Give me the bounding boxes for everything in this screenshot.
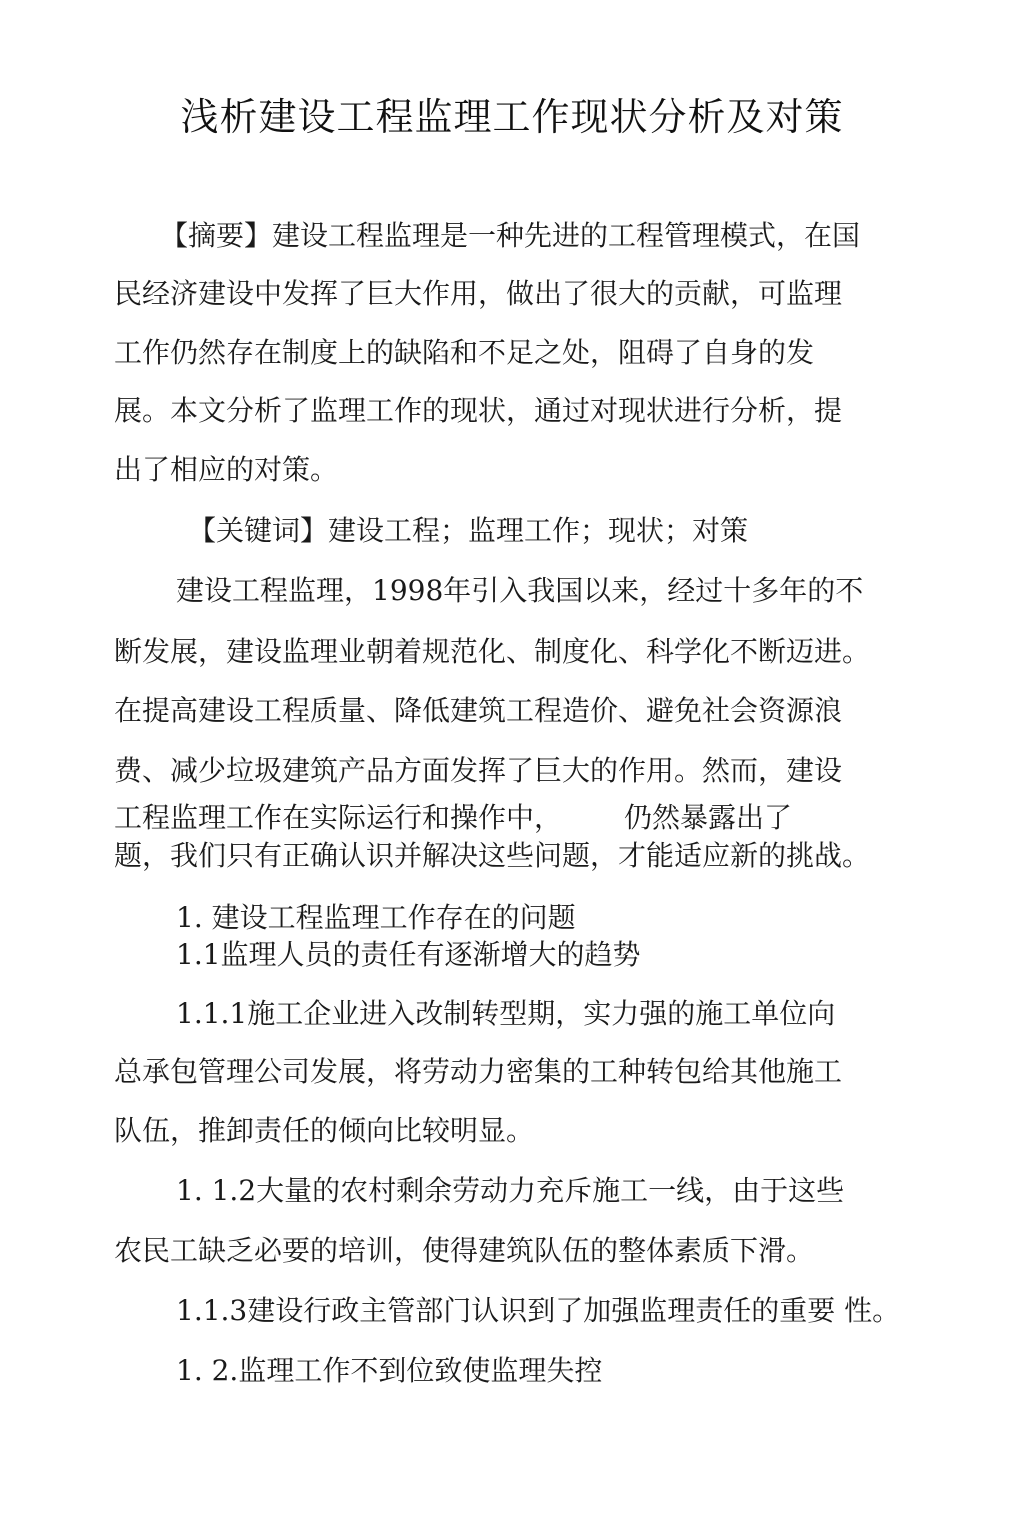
- keywords-line: 【关键词】建设工程；监理工作；现状；对策: [188, 514, 749, 547]
- abstract-line-5: 出了相应的对策。: [114, 453, 339, 486]
- abstract-line-3: 工作仍然存在制度上的缺陷和不足之处，阻碍了自身的发: [114, 336, 815, 369]
- item-1-1-1-line-3: 队伍，推卸责任的倾向比较明显。: [114, 1114, 535, 1147]
- abstract-line-1: 【摘要】建设工程监理是一种先进的工程管理模式，在国: [160, 219, 861, 252]
- intro-line-6: 题，我们只有正确认识并解决这些问题，才能适应新的挑战。: [114, 839, 871, 872]
- intro-line-1: 建设工程监理，1998年引入我国以来，经过十多年的不: [176, 574, 864, 607]
- subsection-heading-1-1: 1.1监理人员的责任有逐渐增大的趋势: [176, 938, 641, 971]
- intro-line-4: 费、减少垃圾建筑产品方面发挥了巨大的作用。然而，建设: [114, 754, 843, 787]
- document-title: 浅析建设工程监理工作现状分析及对策: [180, 95, 844, 139]
- item-1-1-1-line-1: 1.1.1施工企业进入改制转型期，实力强的施工单位向: [176, 997, 836, 1030]
- item-1-1-2-line-1: 1. 1.2大量的农村剩余劳动力充斥施工一线，由于这些: [176, 1174, 845, 1207]
- intro-line-3: 在提高建设工程质量、降低建筑工程造价、避免社会资源浪: [114, 694, 843, 727]
- subsection-heading-1-2: 1. 2.监理工作不到位致使监理失控: [176, 1354, 603, 1387]
- item-1-1-2-line-2: 农民工缺乏必要的培训，使得建筑队伍的整体素质下滑。: [114, 1234, 815, 1267]
- abstract-line-4: 展。本文分析了监理工作的现状，通过对现状进行分析，提: [114, 394, 843, 427]
- intro-line-5a: 工程监理工作在实际运行和操作中，: [114, 801, 563, 834]
- intro-line-2: 断发展，建设监理业朝着规范化、制度化、科学化不断迈进。: [114, 635, 871, 668]
- abstract-line-2: 民经济建设中发挥了巨大作用，做出了很大的贡献，可监理: [114, 277, 843, 310]
- section-heading-1: 1. 建设工程监理工作存在的问题: [176, 901, 576, 934]
- item-1-1-3-line: 1.1.3建设行政主管部门认识到了加强监理责任的重要 性。: [176, 1294, 901, 1327]
- item-1-1-1-line-2: 总承包管理公司发展，将劳动力密集的工种转包给其他施工: [114, 1055, 843, 1088]
- intro-line-5b: 仍然暴露出了: [624, 801, 793, 834]
